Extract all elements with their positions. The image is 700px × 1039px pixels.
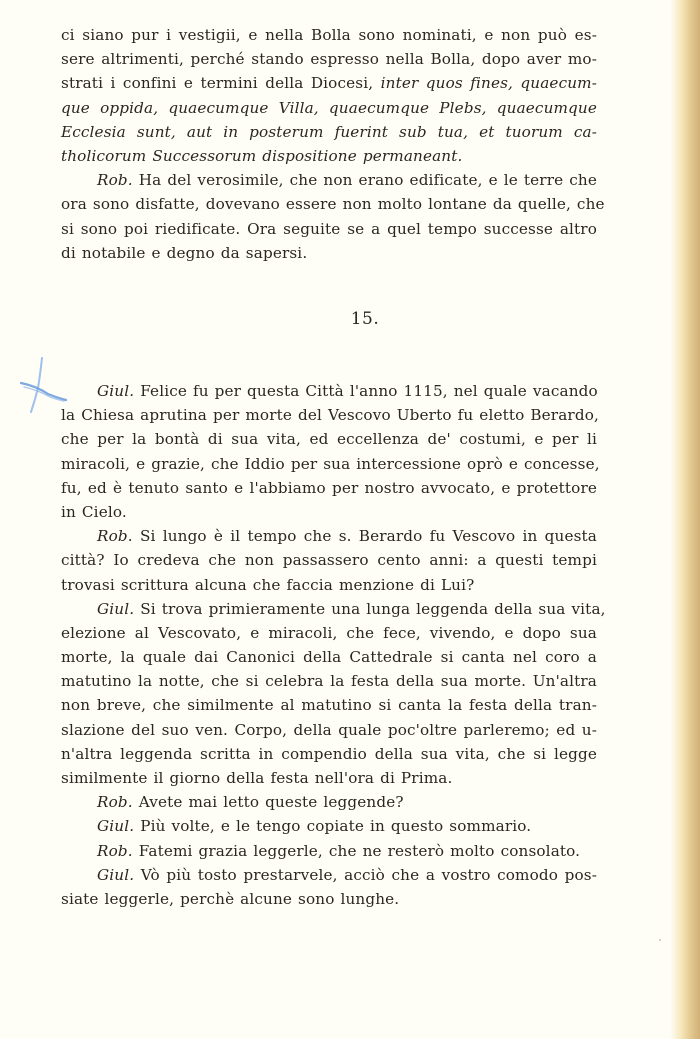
speaker-label: Giul.: [97, 382, 135, 400]
speaker-label: Rob.: [97, 793, 133, 812]
text-line: slazione del suo ven. Corpo, della quale poc'oltre parleremo; ed u-: [61, 720, 597, 739]
section-heading: [0, 309, 700, 329]
text-line: che per la bontà di sua vita, ed eccellenza de' costumi, e per li: [61, 430, 597, 449]
text-line: sere altrimenti, perché stando espresso nella Bolla, dopo aver mo-: [61, 50, 597, 69]
dialogue-section: [61, 379, 606, 911]
text-line: non breve, che similmente al matutino si canta la festa della tran-: [61, 696, 597, 715]
text-span: Si lungo è il tempo che s. Berardo fu Vescovo in questa: [139, 527, 597, 546]
text-span: strati i confini e termini della Diocesi,: [61, 74, 374, 93]
text-line: di notabile e degno da sapersi.: [61, 243, 308, 262]
dialogue-line: [61, 839, 597, 863]
text-line: ora sono disfatte, dovevano essere non molto lontane da quelle, che: [61, 195, 605, 214]
dialogue-line: [61, 814, 597, 838]
text-span: Più volte, e le tengo copiate in questo sommario.: [140, 817, 532, 836]
text-line: ci siano pur i vestigii, e nella Bolla sono nominati, e non può es-: [61, 26, 597, 44]
text-span: Avete mai letto queste leggende?: [138, 793, 404, 812]
text-line: matutino la notte, che si celebra la festa della sua morte. Un'altra: [61, 672, 597, 691]
text-line: [61, 71, 597, 95]
text-line: morte, la quale dai Canonici della Cattedrale si canta nel coro a: [61, 648, 597, 667]
text-line: città? Io credeva che non passassero cento anni: a questi tempi: [61, 551, 597, 570]
text-line: trovasi scrittura alcuna che faccia menzione di Lui?: [61, 575, 475, 594]
text-line: fu, ed è tenuto santo e l'abbiamo per nostro avvocato, e protettore: [61, 478, 597, 497]
dialogue-line: [61, 379, 597, 403]
speaker-label: Rob.: [97, 527, 133, 546]
text-span: Ha del verosimile, che non erano edificate, e le terre che: [138, 171, 598, 190]
dialogue-line: [61, 168, 597, 192]
speaker-label: Rob.: [97, 171, 133, 190]
text-span: Vò più tosto prestarvele, acciò che a vostro comodo pos-: [140, 865, 597, 884]
dialogue-line: [61, 863, 597, 887]
speaker-label: Giul.: [97, 865, 135, 884]
text-span: Fatemi grazia leggerle, che ne resterò molto consolato.: [138, 841, 581, 860]
dialogue-line: [61, 524, 597, 548]
speaker-label: Giul.: [97, 817, 135, 836]
paper-speck: [659, 939, 661, 941]
text-line: similmente il giorno della festa nell'ora di Prima.: [61, 769, 453, 787]
text-line: siate leggerle, perchè alcune sono lunghe.: [61, 889, 400, 908]
latin-line: Ecclesia sunt, aut in posterum fuerint sub tua, et tuorum ca-: [61, 122, 597, 141]
latin-quote: inter quos fines, quaecum-: [380, 74, 597, 93]
top-passage: [61, 23, 605, 265]
text-line: in Cielo.: [61, 502, 127, 521]
dialogue-line: [61, 597, 606, 621]
page-edge-shadow: [670, 0, 700, 1039]
text-line: n'altra leggenda scritta in compendio della sua vita, che si legge: [61, 744, 597, 763]
speaker-label: Rob.: [97, 841, 133, 860]
latin-line: tholicorum Successorum dispositione permaneant.: [61, 146, 463, 165]
speaker-label: Giul.: [97, 599, 135, 618]
section-number: 15.: [350, 309, 380, 329]
text-line: si sono poi riedificate. Ora seguite se a quel tempo successe altro: [61, 219, 597, 238]
text-line: elezione al Vescovato, e miracoli, che fece, vivendo, e dopo sua: [61, 623, 597, 642]
text-span: Si trova primieramente una lunga leggenda della sua vita,: [140, 599, 606, 618]
text-span: Felice fu per questa Città l'anno 1115, nel quale vacando: [140, 382, 598, 400]
text-line: miracoli, e grazie, che Iddio per sua intercessione oprò e concesse,: [61, 454, 600, 473]
dialogue-line: [61, 790, 597, 814]
text-line: la Chiesa aprutina per morte del Vescovo Uberto fu eletto Berardo,: [61, 406, 599, 425]
latin-line: que oppida, quaecumque Villa, quaecumque Plebs, quaecumque: [61, 98, 597, 117]
